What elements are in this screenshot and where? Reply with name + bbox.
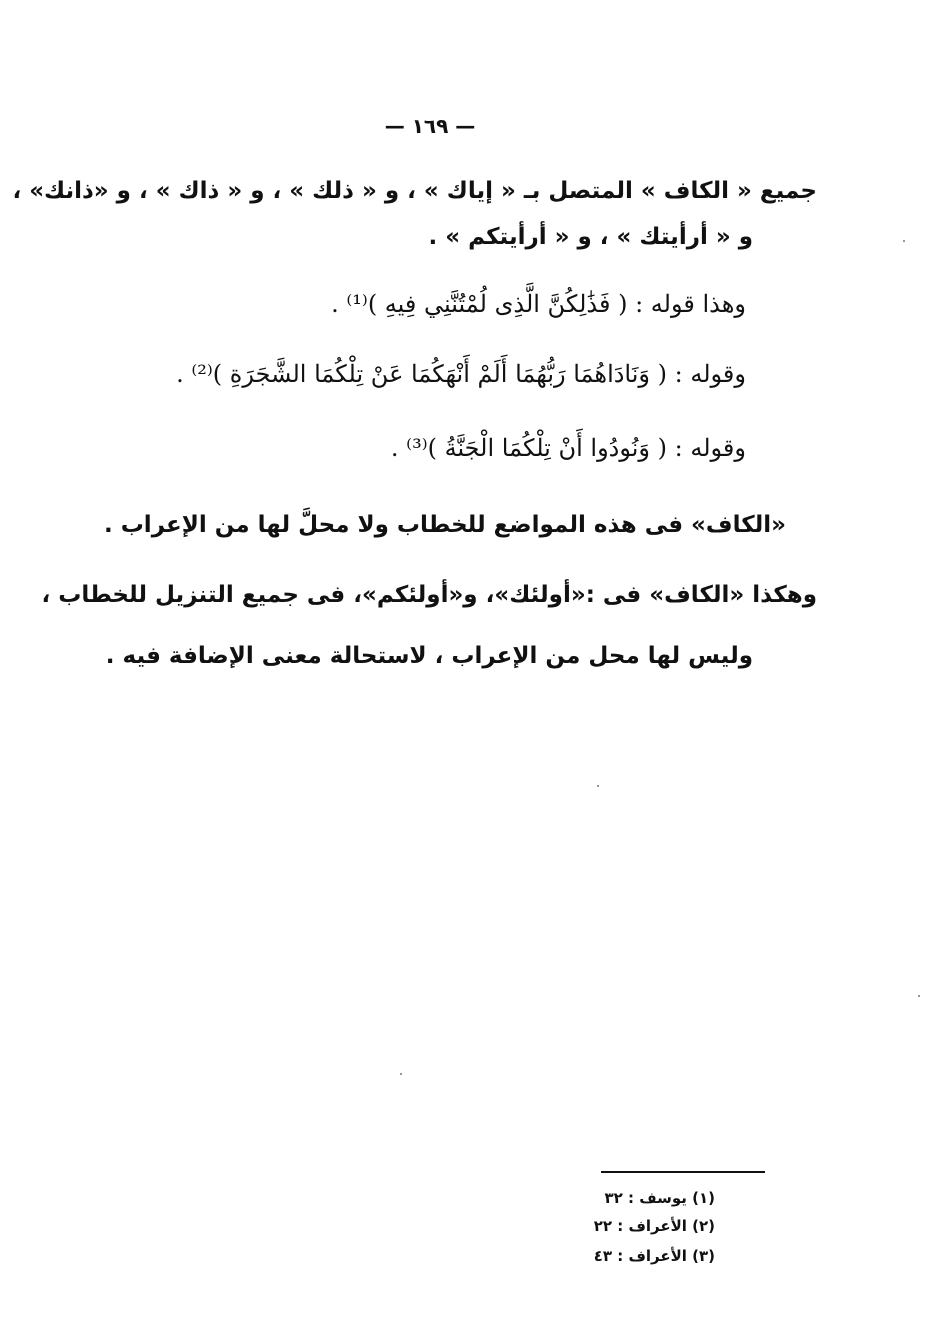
scan-speck [903, 240, 905, 242]
footnote-1: (١) يوسف : ٣٢ [604, 1189, 715, 1207]
footnote-divider [601, 1171, 765, 1173]
scan-speck [400, 1073, 402, 1075]
body-line-6: «الكاف» فى هذه المواضع للخطاب ولا محلَّ لها من الإعراب . [103, 512, 786, 538]
body-line-3: وهذا قوله : ( فَذَٰلِكُنَّ الَّذِى لُمْتُنَّنِي فِيهِ )⁽¹⁾ . [331, 290, 746, 318]
scan-speck [918, 995, 920, 997]
footnote-2: (٢) الأعراف : ٢٢ [593, 1217, 715, 1235]
page-number: — ١٦٩ — [384, 114, 476, 138]
scan-speck [597, 785, 599, 787]
body-line-4: وقوله : ( وَنَادَاهُمَا رَبُّهُمَا أَلَمْ أَنْهَكُمَا عَنْ تِلْكُمَا الشَّجَرَةِ )⁽²⁾ . [176, 360, 746, 388]
body-line-2: و « أرأيتك » ، و « أرأيتكم » . [428, 224, 753, 250]
footnote-3: (٣) الأعراف : ٤٣ [593, 1247, 715, 1265]
body-line-7: وهكذا «الكاف» فى :«أولئك»، و«أولئكم»، فى جميع التنزيل للخطاب ، [41, 582, 817, 608]
body-line-8: وليس لها محل من الإعراب ، لاستحالة معنى الإضافة فيه . [105, 643, 753, 669]
body-line-1: جميع « الكاف » المتصل بـ « إياك » ، و « ذلك » ، و « ذاك » ، و «ذانك» ، [12, 178, 817, 204]
body-line-5: وقوله : ( وَنُودُوا أَنْ تِلْكُمَا الْجَنَّةُ )⁽³⁾ . [390, 434, 746, 462]
